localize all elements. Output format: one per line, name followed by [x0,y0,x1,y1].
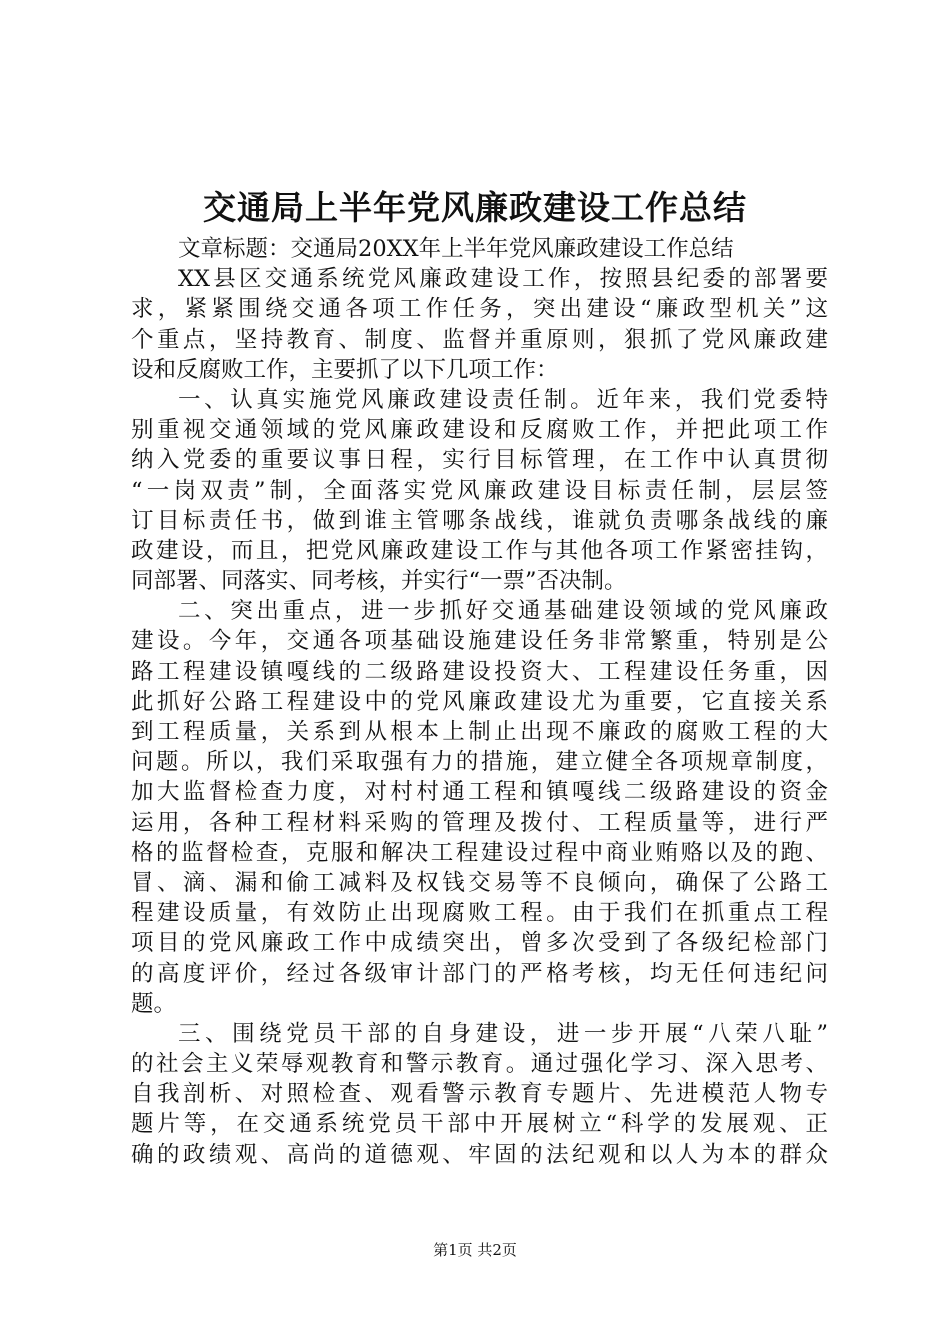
body-line: 求，紧紧围绕交通各项工作任务，突出建设“廉政型机关”这 [131,296,828,323]
body-line: 格的监督检查，克服和解决工程建设过程中商业贿赂以及的跑、 [131,839,828,866]
body-line: 的社会主义荣辱观教育和警示教育。通过强化学习、深入思考、 [131,1051,828,1078]
document-title: 交通局上半年党风廉政建设工作总结 [203,188,747,227]
document-body [131,234,828,1170]
body-line: 冒、滴、漏和偷工减料及权钱交易等不良倾向，确保了公路工 [131,869,828,896]
body-line: 二、突出重点，进一步抓好交通基础建设领域的党风廉政 [178,598,828,625]
body-line: 政建设，而且，把党风廉政建设工作与其他各项工作紧密挂钩， [131,537,828,564]
body-line: 的高度评价，经过各级审计部门的严格考核，均无任何违纪问 [131,960,828,987]
body-line: 一、认真实施党风廉政建设责任制。近年来，我们党委特 [178,386,828,413]
body-line: 到工程质量，关系到从根本上制止出现不廉政的腐败工程的大 [131,719,828,745]
body-line: 题。 [131,990,177,1017]
body-line: 项目的党风廉政工作中成绩突出，曾多次受到了各级纪检部门 [131,930,828,957]
body-line: 文章标题：交通局20XX年上半年党风廉政建设工作总结 [178,236,734,262]
body-line: 确的政绩观、高尚的道德观、牢固的法纪观和以人为本的群众 [131,1141,828,1168]
body-line: 自我剖析、对照检查、观看警示教育专题片、先进模范人物专 [131,1081,828,1108]
body-line: 题片等，在交通系统党员干部中开展树立“科学的发展观、正 [131,1111,828,1138]
body-line: 设和反腐败工作，主要抓了以下几项工作： [131,356,559,383]
body-line: 订目标责任书，做到谁主管哪条战线，谁就负责哪条战线的廉 [131,507,828,534]
body-line: “一岗双责”制，全面落实党风廉政建设目标责任制，层层签 [131,477,828,504]
page-footer: 第1页 共2页 [433,1241,517,1259]
body-line: 同部署、同落实、同考核，并实行“一票”否决制。 [131,568,627,595]
body-line: 别重视交通领域的党风廉政建设和反腐败工作，并把此项工作 [131,417,828,444]
body-line: 路工程建设镇嘎线的二级路建设投资大、工程建设任务重，因 [131,658,828,685]
body-line: 运用，各种工程材料采购的管理及拨付、工程质量等，进行严 [131,809,828,836]
body-line: 建设。今年，交通各项基础设施建设任务非常繁重，特别是公 [131,628,828,655]
body-line: 三、围绕党员干部的自身建设，进一步开展“八荣八耻” [178,1020,828,1047]
body-line: 问题。所以，我们采取强有力的措施，建立健全各项规章制度， [131,749,828,776]
body-line: 纳入党委的重要议事日程，实行目标管理，在工作中认真贯彻 [131,447,828,474]
body-line: XX县区交通系统党风廉政建设工作，按照县纪委的部署要 [178,266,828,293]
body-line: 程建设质量，有效防止出现腐败工程。由于我们在抓重点工程 [131,900,828,927]
body-line: 加大监督检查力度，对村村通工程和镇嘎线二级路建设的资金 [131,779,828,806]
body-line: 此抓好公路工程建设中的党风廉政建设尤为重要，它直接关系 [131,688,828,715]
body-line: 个重点，坚持教育、制度、监督并重原则，狠抓了党风廉政建 [131,326,828,353]
